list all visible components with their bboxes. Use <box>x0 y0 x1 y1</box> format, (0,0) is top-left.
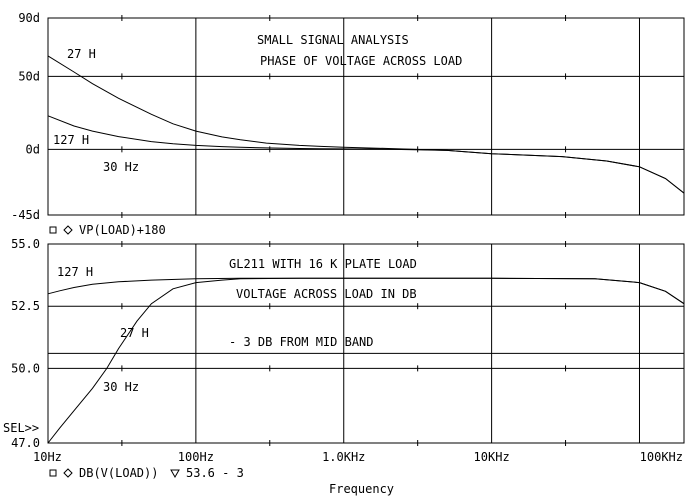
voltage-panel <box>3 237 684 496</box>
voltage-annotation-title: GL211 WITH 16 K PLATE LOAD <box>229 257 417 271</box>
phase-curve-label-27h: 27 H <box>67 47 96 61</box>
voltage-legend-label: DB(V(LOAD)) <box>79 466 159 480</box>
sel-marker: SEL>> <box>3 421 40 435</box>
phase-legend <box>50 223 166 237</box>
x-tick-label: 10KHz <box>473 450 510 464</box>
voltage-y-tick-labels <box>11 237 40 450</box>
voltage-y-tick-label: 55.0 <box>11 237 40 251</box>
voltage-y-tick-label: 47.0 <box>11 436 40 450</box>
phase-y-tick-label: -45d <box>11 208 40 222</box>
phase-annotation-title: SMALL SIGNAL ANALYSIS <box>257 33 409 47</box>
phase-y-tick-label: 0d <box>25 142 40 157</box>
legend-triangle-icon <box>171 470 179 477</box>
voltage-curve-label-30hz: 30 Hz <box>103 380 140 394</box>
x-tick-label: 100KHz <box>639 450 683 464</box>
voltage-annotation-3db: - 3 DB FROM MID BAND <box>229 335 374 349</box>
phase-series-line <box>48 116 684 193</box>
phase-panel <box>11 11 684 237</box>
phase-curve-label-127h: 127 H <box>53 133 90 147</box>
voltage-series-line <box>48 278 684 443</box>
legend-diamond-icon <box>64 226 72 234</box>
phase-y-tick-label: 50d <box>18 69 40 84</box>
voltage-curve-label-127h: 127 H <box>57 265 94 279</box>
voltage-legend <box>50 466 244 480</box>
phase-legend-label: VP(LOAD)+180 <box>79 223 166 237</box>
voltage-curves <box>48 278 684 443</box>
phase-y-tick-labels <box>11 11 40 222</box>
voltage-curve-label-27h: 27 H <box>120 326 149 340</box>
legend-square-icon <box>50 227 56 233</box>
x-tick-label: 10Hz <box>33 450 62 464</box>
x-tick-label: 100Hz <box>177 450 214 464</box>
voltage-legend-label-2: 53.6 - 3 <box>186 466 244 480</box>
voltage-x-tick-labels <box>33 450 683 464</box>
voltage-y-tick-label: 50.0 <box>11 361 40 376</box>
phase-annotation-subtitle: PHASE OF VOLTAGE ACROSS LOAD <box>260 54 463 68</box>
voltage-annotation-subtitle: VOLTAGE ACROSS LOAD IN DB <box>236 287 417 301</box>
phase-curve-label-30hz: 30 Hz <box>103 160 140 174</box>
phase-plot-frame <box>48 18 684 215</box>
x-axis-label: Frequency <box>329 482 395 496</box>
legend-diamond-icon <box>64 469 72 477</box>
x-tick-label: 1.0KHz <box>322 450 366 464</box>
phase-y-tick-label: 90d <box>18 11 40 25</box>
voltage-y-tick-label: 52.5 <box>11 299 40 314</box>
legend-square-icon <box>50 470 56 476</box>
